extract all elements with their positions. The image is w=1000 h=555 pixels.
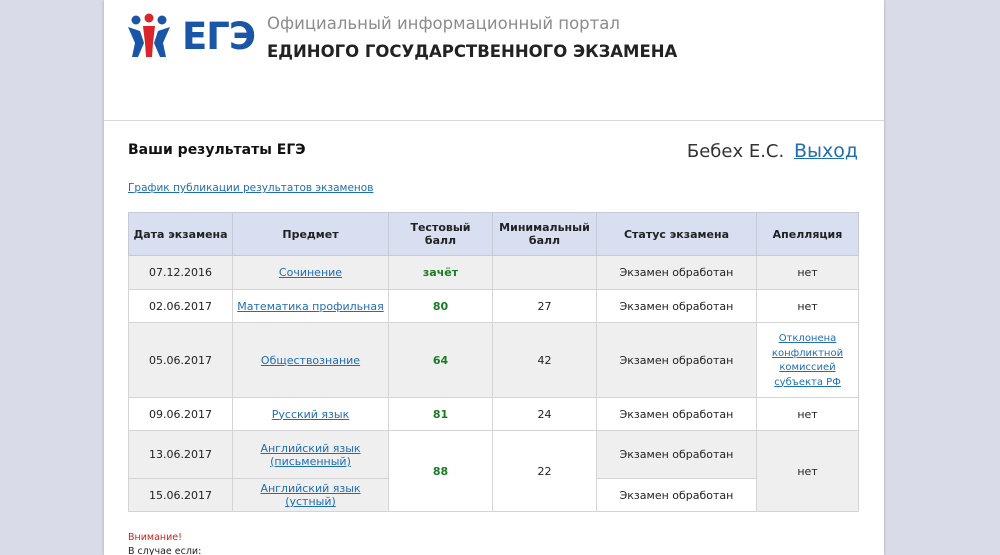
logout-link[interactable]: Выход: [793, 140, 858, 162]
cell-status: Экзамен обработан: [597, 479, 757, 512]
table-header-row: [129, 213, 859, 256]
header-min-score: Минимальный балл: [493, 213, 597, 256]
cell-subject: [233, 323, 389, 398]
cell-subject: [233, 256, 389, 290]
subject-link[interactable]: Обществознание: [260, 353, 361, 367]
header-subject: Предмет: [233, 213, 389, 256]
cell-appeal: нет: [757, 431, 859, 512]
subject-link[interactable]: Русский язык: [271, 407, 350, 421]
appeal-link[interactable]: Отклонена конфликтной комиссией субъекта РФ: [771, 333, 844, 388]
header-status: Статус экзамена: [597, 213, 757, 256]
table-row: [129, 323, 859, 398]
portal-title: ЕДИНОГО ГОСУДАРСТВЕННОГО ЭКЗАМЕНА: [267, 42, 678, 61]
header-date: Дата экзамена: [129, 213, 233, 256]
cell-status: Экзамен обработан: [597, 290, 757, 323]
site-header: [104, 0, 884, 121]
logo-text: ЕГЭ: [182, 15, 256, 58]
cell-date: 07.12.2016: [129, 256, 233, 290]
warning-label: Внимание!: [128, 532, 182, 543]
cell-status: Экзамен обработан: [597, 323, 757, 398]
results-table: [128, 212, 859, 512]
cell-subject: [233, 479, 389, 512]
table-row: [129, 290, 859, 323]
cell-score: 81: [389, 398, 493, 431]
header-test-score: Тестовый балл: [389, 213, 493, 256]
cell-subject: [233, 290, 389, 323]
table-row: [129, 256, 859, 290]
page-title: Ваши результаты ЕГЭ: [128, 142, 306, 158]
cell-appeal: нет: [757, 398, 859, 431]
ege-logo[interactable]: [126, 13, 256, 59]
cell-status: Экзамен обработан: [597, 398, 757, 431]
cell-score: 64: [389, 323, 493, 398]
cell-date: 15.06.2017: [129, 479, 233, 512]
cell-appeal: [757, 323, 859, 398]
cell-min-score: 24: [493, 398, 597, 431]
cell-min-score: [493, 256, 597, 290]
cell-appeal: нет: [757, 290, 859, 323]
table-row: [129, 398, 859, 431]
subject-link[interactable]: Математика профильная: [237, 299, 384, 313]
portal-subtitle: Официальный информационный портал: [267, 14, 620, 33]
cell-score: 80: [389, 290, 493, 323]
subject-link[interactable]: Английский язык (письменный): [260, 441, 361, 468]
cell-date: 13.06.2017: [129, 431, 233, 479]
case-text: В случае если:: [128, 546, 202, 555]
user-name: Бебех Е.С.: [686, 141, 785, 162]
cell-status: Экзамен обработан: [597, 256, 757, 290]
cell-date: 05.06.2017: [129, 323, 233, 398]
cell-min-score: 42: [493, 323, 597, 398]
cell-date: 02.06.2017: [129, 290, 233, 323]
page-container: [104, 0, 884, 555]
cell-subject: [233, 398, 389, 431]
ege-people-icon: [126, 13, 182, 59]
cell-score: зачёт: [389, 256, 493, 290]
header-appeal: Апелляция: [757, 213, 859, 256]
cell-min-score: 22: [493, 431, 597, 512]
cell-min-score: 27: [493, 290, 597, 323]
cell-subject: [233, 431, 389, 479]
subject-link[interactable]: Сочинение: [278, 266, 343, 279]
table-row: [129, 431, 859, 479]
user-block: [687, 140, 858, 162]
cell-status: Экзамен обработан: [597, 431, 757, 479]
cell-appeal: нет: [757, 256, 859, 290]
cell-score: 88: [389, 431, 493, 512]
subject-link[interactable]: Английский язык (устный): [260, 482, 361, 508]
cell-date: 09.06.2017: [129, 398, 233, 431]
schedule-link[interactable]: График публикации результатов экзаменов: [128, 182, 374, 194]
